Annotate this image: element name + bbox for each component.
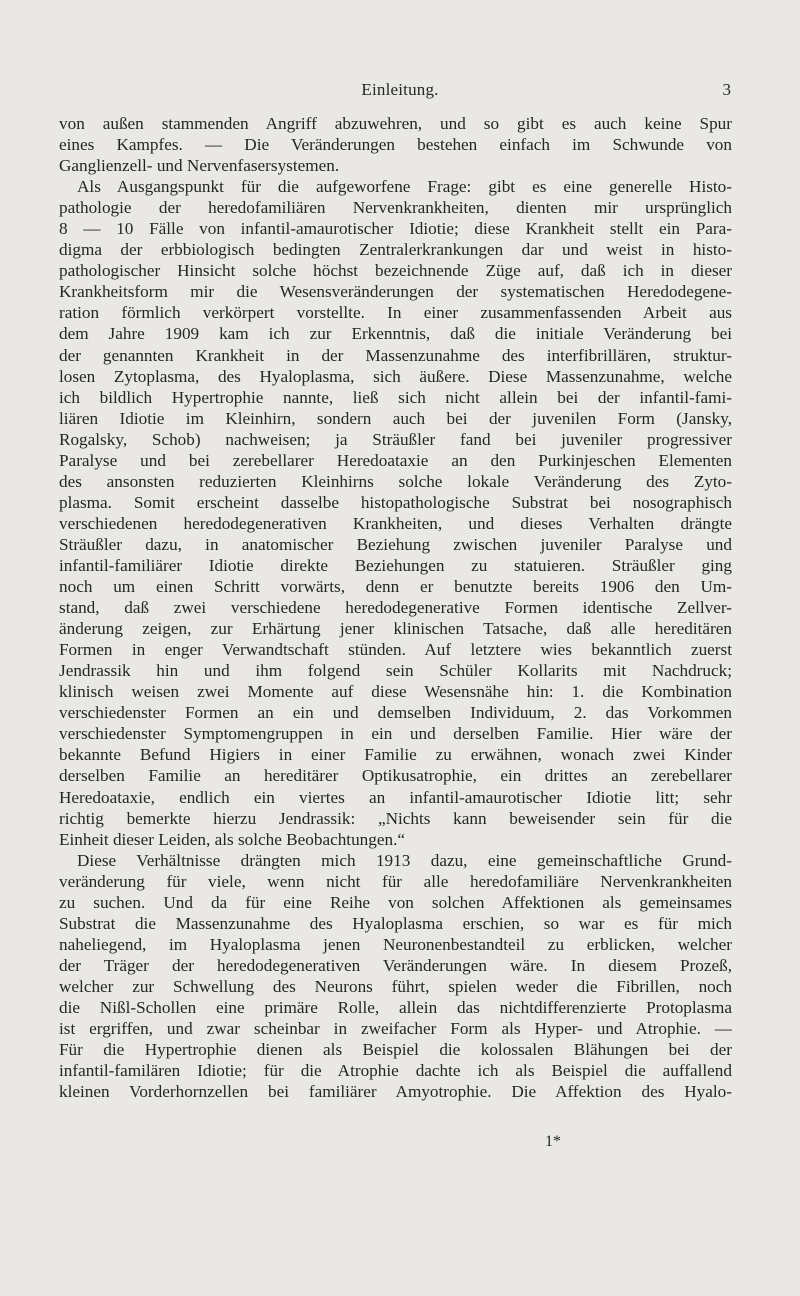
text-line: verschiedenen heredodegenerativen Krankheiten, und dieses Verhalten drängte [59,513,732,533]
text-line: Substrat die Massenzunahme des Hyaloplasma erschien, so war es für mich [59,913,732,933]
text-line: liären Idiotie im Kleinhirn, sondern auch bei der juvenilen Form (Jansky, [59,408,732,428]
text-line: von außen stammenden Angriff abzuwehren, und so gibt es auch keine Spur [59,114,732,133]
running-head [0,80,800,104]
text-line: verschiedenster Symptomengruppen in ein und derselben Familie. Hier wäre der [59,724,732,744]
text-line: kleinen Vorderhornzellen bei familiärer Amyotrophie. Die Affektion des Hyalo- [59,1082,732,1102]
text-line: Formen in enger Verwandtschaft stünden. Auf letztere wies bekanntlich zuerst [59,640,732,660]
text-line: der genannten Krankheit in der Massenzunahme des interfibrillären, struktur- [59,345,732,365]
text-line: richtig bemerkte hierzu Jendrassik: „Nichts kann beweisender sein für die [59,808,732,828]
text-line: veränderung für viele, wenn nicht für alle heredofamiliäre Nervenkrankheiten [59,871,732,891]
text-line: verschiedenster Formen an ein und demselben Individuum, 2. das Vorkommen [59,703,732,723]
text-line: derselben Familie an hereditärer Optikusatrophie, ein drittes an zerebellarer [59,766,732,786]
text-line: Jendrassik hin und ihm folgend sein Schüler Kollarits mit Nachdruck; [59,661,732,681]
text-line: ich bildlich Hypertrophie nannte, ließ sich nicht allein bei der infantil-fami- [59,387,732,407]
body-text [59,113,732,1102]
text-line: infantil-familiärer Idiotie direkte Beziehungen zu statuieren. Sträußler ging [59,555,732,575]
text-line: dem Jahre 1909 kam ich zur Erkenntnis, daß die initiale Veränderung bei [59,324,732,344]
signature-mark: 1* [545,1133,561,1150]
text-line: Paralyse und bei zerebellarer Heredoataxie an den Purkinjeschen Elementen [59,450,732,470]
text-line: Heredoataxie, endlich ein viertes an infantil-amaurotischer Idiotie litt; sehr [59,787,732,807]
text-line: infantil-familären Idiotie; für die Atrophie dachte ich als Beispiel die auffallend [59,1061,732,1081]
text-line: die Nißl-Schollen eine primäre Rolle, allein das nichtdifferenzierte Protoplasma [59,997,732,1017]
text-line: Für die Hypertrophie dienen als Beispiel die kolossalen Blähungen bei der [59,1040,732,1060]
text-line: welcher zur Schwellung des Neurons führt, spielen weder die Fibrillen, noch [59,976,732,996]
text-line: stand, daß zwei verschiedene heredodegenerative Formen identische Zellver- [59,598,732,618]
text-line: Rogalsky, Schob) nachweisen; ja Sträußler fand bei juveniler progressiver [59,429,732,449]
text-line: naheliegend, im Hyaloplasma jenen Neuronenbestandteil zu erblicken, welcher [59,934,732,954]
text-line: zu suchen. Und da für eine Reihe von solchen Affektionen als gemeinsames [59,892,732,912]
text-line: der Träger der heredodegenerativen Veränderungen wäre. In diesem Prozeß, [59,955,732,975]
text-line: plasma. Somit erscheint dasselbe histopathologische Substrat bei nosographisch [59,492,732,512]
text-line: änderung zeigen, zur Erhärtung jener klinischen Tatsache, daß alle hereditären [59,619,732,639]
text-line: Diese Verhältnisse drängten mich 1913 dazu, eine gemeinschaftliche Grund- [77,850,732,870]
text-line: 8 — 10 Fälle von infantil-amaurotischer Idiotie; diese Krankheit stellt ein Para- [59,219,732,239]
text-line: des ansonsten reduzierten Kleinhirns solche lokale Veränderung des Zyto- [59,471,732,491]
text-line: Sträußler dazu, in anatomischer Beziehung zwischen juveniler Paralyse und [59,534,732,554]
text-line: Krankheitsform mir die Wesensveränderungen der systematischen Heredodegene- [59,282,732,302]
text-line: pathologischer Hinsicht solche höchst bezeichnende Züge auf, daß ich in dieser [59,261,732,281]
text-line: losen Zytoplasma, des Hyaloplasma, sich äußere. Diese Massenzunahme, welche [59,366,732,386]
text-line: Einheit dieser Leiden, als solche Beobachtungen.“ [59,829,406,849]
page-number: 3 [722,80,731,99]
text-line: ist ergriffen, und zwar scheinbar in zweifacher Form als Hyper- und Atrophie. — [59,1019,732,1039]
text-line: noch um einen Schritt vorwärts, denn er benutzte bereits 1906 den Um- [59,577,732,597]
text-line: klinisch weisen zwei Momente auf diese Wesensnähe hin: 1. die Kombination [59,682,732,702]
text-line: Ganglienzell- und Nervenfasersystemen. [59,156,340,176]
text-line: pathologie der heredofamiliären Nervenkrankheiten, dienten mir ursprünglich [59,198,732,218]
running-title: Einleitung. [361,80,439,99]
text-line: Als Ausgangspunkt für die aufgeworfene Frage: gibt es eine generelle Histo- [77,177,732,197]
text-line: digma der erbbiologisch bedingten Zentralerkrankungen dar und weist in histo- [59,240,732,260]
text-line: bekannte Befund Higiers in einer Familie zu erwähnen, wonach zwei Kinder [59,745,732,765]
text-line: ration förmlich verkörpert vorstellte. In einer zusammenfassenden Arbeit aus [59,303,732,323]
text-line: eines Kampfes. — Die Veränderungen bestehen einfach im Schwunde von [59,135,732,155]
